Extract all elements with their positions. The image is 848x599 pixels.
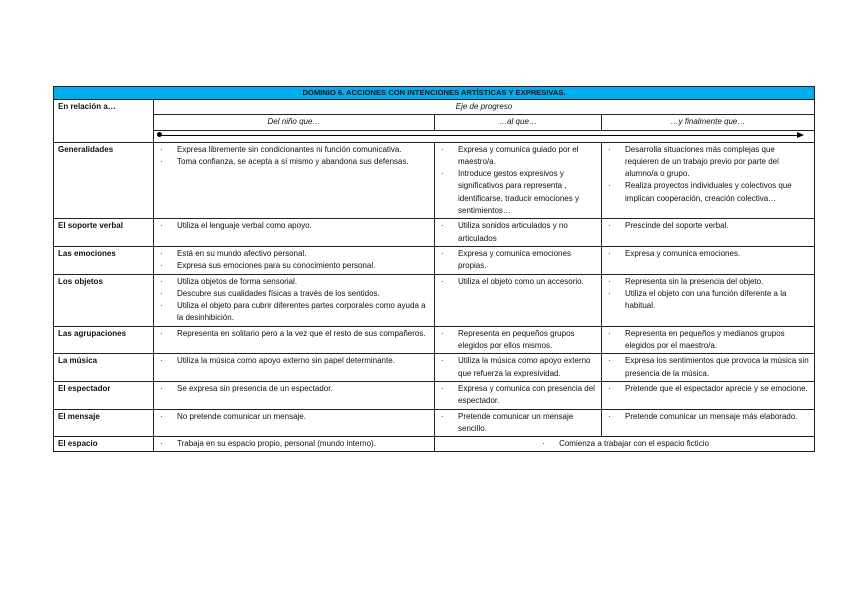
bullet-list	[158, 383, 430, 395]
merged-cell	[435, 437, 815, 452]
header-row	[54, 100, 815, 115]
list-item: · Desarrolla situaciones más complejas que requieren de un trabajo previo por parte del alumno/a o grupo.	[606, 144, 810, 181]
list-item: · Expresa y comunica con presencia del espectador.	[439, 383, 597, 408]
row-label: Generalidades	[54, 142, 154, 219]
list-item: · Utiliza el objeto con una función diferente a la habitual.	[606, 288, 810, 313]
cell-3	[602, 246, 815, 274]
bullet-list	[439, 220, 597, 245]
bullet-list	[439, 276, 597, 288]
list-item: · Utiliza la música como apoyo externo que refuerza la expresividad.	[439, 355, 597, 380]
bullet-list	[606, 411, 810, 423]
list-item: · Utiliza la música como apoyo externo sin papel determinante.	[158, 355, 430, 367]
row-label-header: En relación a…	[54, 100, 154, 143]
list-item: · No pretende comunicar un mensaje.	[158, 411, 430, 423]
row-label: El espacio	[54, 437, 154, 452]
table-row	[54, 219, 815, 247]
list-item: · Realiza proyectos individuales y colectivos que implican cooperación, creación colectiva…	[606, 180, 810, 205]
list-item: · Representa sin la presencia del objeto.	[606, 276, 810, 288]
bullet-list	[439, 411, 597, 436]
row-label: Las emociones	[54, 246, 154, 274]
list-item: · Está en su mundo afectivo personal.	[158, 248, 430, 260]
arrow-line-icon	[159, 135, 800, 136]
list-item: · Trabaja en su espacio propio, personal (mundo interno).	[158, 438, 430, 450]
cell-1	[154, 437, 435, 452]
list-item: · Expresa y comunica emociones propias.	[439, 248, 597, 273]
list-item: · Utiliza objetos de forma sensorial.	[158, 276, 430, 288]
cell-1	[154, 274, 435, 326]
list-item: · Representa en pequeños y medianos grupos elegidos por el maestro/a.	[606, 328, 810, 353]
cell-2	[435, 381, 602, 409]
list-item: · Pretende comunicar un mensaje sencillo.	[439, 411, 597, 436]
cell-2	[435, 409, 602, 437]
subheader-row	[54, 115, 815, 130]
progress-table	[53, 86, 815, 452]
cell-1	[154, 381, 435, 409]
bullet-list	[158, 248, 430, 273]
table-row	[54, 409, 815, 437]
bullet-list	[439, 383, 597, 408]
bullet-list	[606, 144, 810, 205]
cell-1	[154, 246, 435, 274]
cell-3	[602, 219, 815, 247]
list-item: · Utiliza el objeto para cubrir diferentes partes corporales como ayuda a la desinhibición.	[158, 300, 430, 325]
title-row	[54, 87, 815, 100]
list-item: · Descubre sus cualidades físicas a través de los sentidos.	[158, 288, 430, 300]
cell-2	[435, 326, 602, 354]
bullet-list	[606, 328, 810, 353]
list-item: · Expresa y comunica emociones.	[606, 248, 810, 260]
bullet-list	[606, 383, 810, 395]
list-item: · Representa en pequeños grupos elegidos por ellos mismos.	[439, 328, 597, 353]
table-row	[54, 381, 815, 409]
list-item: · Prescinde del soporte verbal.	[606, 220, 810, 232]
column-header-1: Del niño que…	[154, 115, 435, 130]
cell-3	[602, 326, 815, 354]
table-row	[54, 246, 815, 274]
arrow-head-icon	[797, 132, 804, 138]
list-item: · Utiliza el lenguaje verbal como apoyo.	[158, 220, 430, 232]
row-label: El espectador	[54, 381, 154, 409]
list-item: · Representa en solitario pero a la vez que el resto de sus compañeros.	[158, 328, 430, 340]
bullet-list	[606, 276, 810, 313]
cell-3	[602, 409, 815, 437]
column-header-2: …al que…	[435, 115, 602, 130]
cell-2	[435, 142, 602, 219]
bullet-list	[158, 220, 430, 232]
table-title: DOMINIO 6. ACCIONES CON INTENCIONES ARTÍSTICAS Y EXPRESIVAS.	[54, 87, 815, 100]
bullet-list	[158, 276, 430, 325]
bullet-list	[158, 438, 430, 450]
bullet-list	[439, 144, 597, 218]
list-item: · Toma confianza, se acepta a sí mismo y abandona sus defensas.	[158, 156, 430, 168]
list-item: · Se expresa sin presencia de un espectador.	[158, 383, 430, 395]
cell-2	[435, 274, 602, 326]
table-row	[54, 354, 815, 382]
row-label: Los objetos	[54, 274, 154, 326]
table-row	[54, 326, 815, 354]
cell-3	[602, 381, 815, 409]
bullet-list	[606, 248, 810, 260]
cell-2	[435, 354, 602, 382]
bullet-list	[158, 144, 430, 169]
row-label: El mensaje	[54, 409, 154, 437]
cell-1	[154, 219, 435, 247]
list-item: · Expresa sus emociones para su conocimiento personal.	[158, 260, 430, 272]
list-item: · Utiliza el objeto como un accesorio.	[439, 276, 597, 288]
table-row	[54, 274, 815, 326]
bullet-list	[540, 438, 709, 450]
cell-3	[602, 354, 815, 382]
row-label: La música	[54, 354, 154, 382]
row-label: El soporte verbal	[54, 219, 154, 247]
list-item: · Utiliza sonidos articulados y no articulados	[439, 220, 597, 245]
bullet-list	[439, 248, 597, 273]
bullet-list	[606, 355, 810, 380]
list-item: · Pretende que el espectador aprecie y se emocione.	[606, 383, 810, 395]
list-item: · Introduce gestos expresivos y significativos para representa , identificarse, traducir emociones y sentimientos…	[439, 168, 597, 217]
progress-arrow	[154, 130, 815, 142]
list-item: · Pretende comunicar un mensaje más elaborado.	[606, 411, 810, 423]
cell-1	[154, 326, 435, 354]
bullet-list	[158, 411, 430, 423]
list-item: · Expresa libremente sin condicionantes ni función comunicativa.	[158, 144, 430, 156]
table-row	[54, 437, 815, 452]
bullet-list	[439, 328, 597, 353]
bullet-list	[606, 220, 810, 232]
list-item: · Comienza a trabajar con el espacio ficticio	[540, 438, 709, 450]
cell-2	[435, 219, 602, 247]
cell-2	[435, 246, 602, 274]
cell-1	[154, 409, 435, 437]
column-header-3: …y finalmente que…	[602, 115, 815, 130]
cell-1	[154, 142, 435, 219]
bullet-list	[439, 355, 597, 380]
list-item: · Expresa los sentimientos que provoca la música sin presencia de la música.	[606, 355, 810, 380]
cell-3	[602, 142, 815, 219]
table-row	[54, 142, 815, 219]
bullet-list	[158, 355, 430, 367]
list-item: · Expresa y comunica guiado por el maestro/a.	[439, 144, 597, 169]
progress-axis-label: Eje de progreso	[154, 100, 815, 115]
cell-3	[602, 274, 815, 326]
bullet-list	[158, 328, 430, 340]
cell-1	[154, 354, 435, 382]
arrow-row	[54, 130, 815, 142]
row-label: Las agrupaciones	[54, 326, 154, 354]
